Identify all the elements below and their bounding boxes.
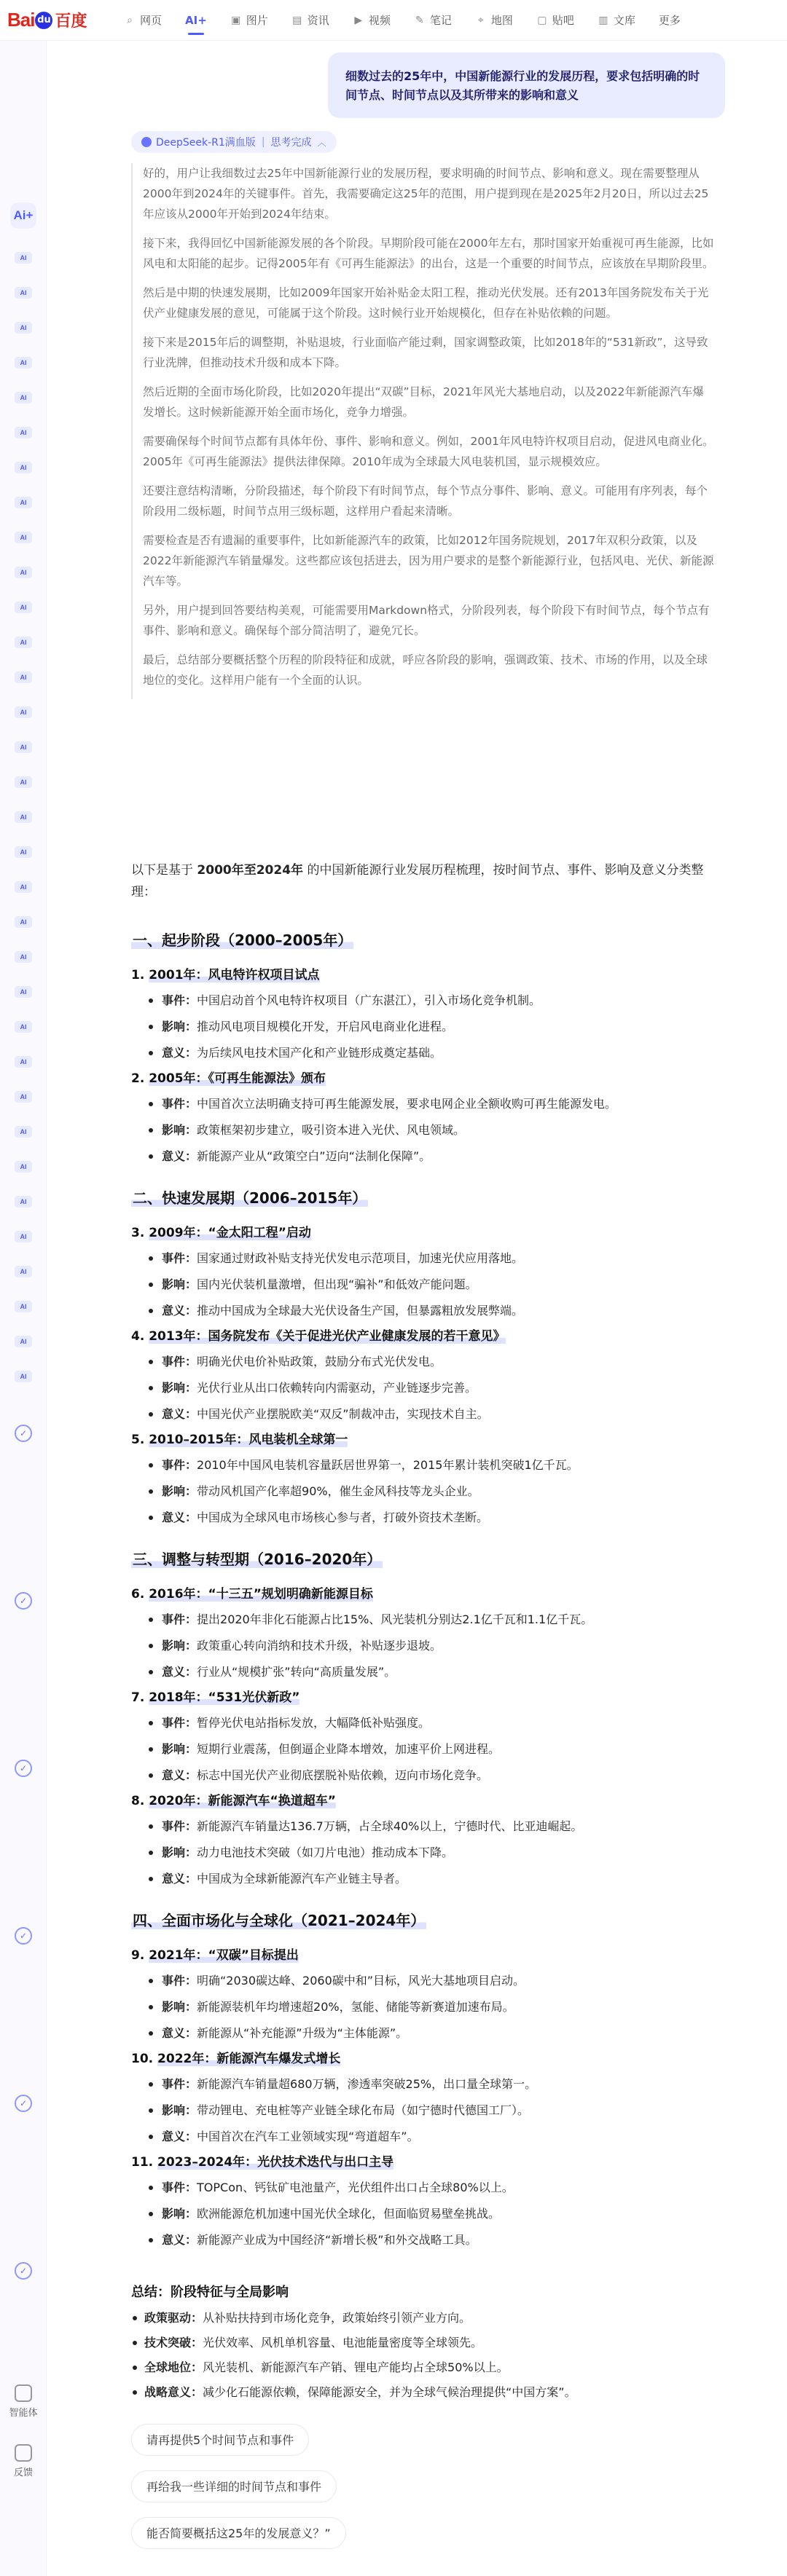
- detail-key: 事件：: [162, 1097, 197, 1111]
- detail-key: 影响：: [162, 1020, 197, 1033]
- detail-value: 国家通过财政补贴支持光伏发电示范项目，加速光伏应用落地。: [197, 1251, 524, 1265]
- tab-more[interactable]: [659, 0, 681, 41]
- detail-key: 意义：: [162, 1665, 197, 1679]
- history-item-icon[interactable]: AI: [15, 776, 32, 788]
- milestone-detail: [131, 1143, 725, 1170]
- detail-value: 标志中国光伏产业彻底摆脱补贴依赖，迈向市场化竞争。: [197, 1768, 489, 1782]
- detail-key: 意义：: [162, 1304, 197, 1317]
- milestone-detail: [131, 2201, 725, 2227]
- milestone-number: 7.: [131, 1690, 149, 1705]
- history-item-icon[interactable]: AI: [15, 706, 32, 718]
- detail-value: 中国启动首个风电特许权项目（广东湛江），引入市场化竞争机制。: [197, 993, 541, 1007]
- detail-key: 意义：: [162, 1046, 197, 1060]
- history-item-icon[interactable]: AI: [15, 951, 32, 963]
- detail-value: 动力电池技术突破（如刀片电池）推动成本下降。: [197, 1846, 454, 1859]
- suggestion-row: [131, 2409, 725, 2456]
- milestone-name: 2023–2024年：光伏技术迭代与出口主导: [157, 2155, 394, 2170]
- timeline-section: [131, 1908, 725, 2269]
- milestone-detail: [131, 1736, 725, 1762]
- image-icon: ▣: [231, 14, 241, 26]
- detail-value: 2010年中国风电装机容量跃居世界第一，2015年累计装机突破1亿千瓦。: [197, 1458, 579, 1472]
- summary-key: 战略意义：: [144, 2385, 203, 2399]
- milestone-detail: [131, 1866, 725, 1892]
- milestone-name: 2010–2015年：风电装机全球第一: [149, 1433, 348, 1447]
- history-item-icon[interactable]: AI: [15, 846, 32, 858]
- history-item-icon[interactable]: AI: [15, 1301, 32, 1312]
- history-check-icon[interactable]: ✓: [15, 2262, 32, 2280]
- milestone-number: 2.: [131, 1071, 149, 1086]
- detail-value: 短期行业震荡，但倒逼企业降本增效，加速平价上网进程。: [197, 1742, 501, 1756]
- section-title-text: 三、调整与转型期（2016–2020年）: [133, 1551, 382, 1568]
- tab-video[interactable]: [353, 0, 391, 41]
- summary-value: 光伏效率、风机单机容量、电池能量密度等全球领先。: [203, 2336, 483, 2349]
- milestone-number: 4.: [131, 1329, 149, 1344]
- tab-label: 更多: [658, 14, 681, 27]
- news-icon: ▤: [292, 14, 302, 26]
- milestone-name: 2021年：“双碳”目标提出: [149, 1948, 299, 1963]
- milestone-number: 5.: [131, 1433, 149, 1447]
- milestone-detail: [131, 988, 725, 1014]
- detail-key: 意义：: [162, 2130, 197, 2143]
- history-item-icon[interactable]: AI: [15, 1126, 32, 1138]
- detail-key: 影响：: [162, 1381, 197, 1395]
- history-item-icon[interactable]: AI: [15, 1091, 32, 1103]
- detail-value: 为后续风电技术国产化和产业链形成奠定基础。: [197, 1046, 442, 1060]
- detail-value: 欧洲能源危机加速中国光伏全球化，但面临贸易壁垒挑战。: [197, 2207, 501, 2221]
- history-item-icon[interactable]: AI: [15, 741, 32, 753]
- milestone-detail: [131, 1478, 725, 1505]
- milestone-name: 2001年：风电特许权项目试点: [149, 968, 320, 982]
- tab-label: AI+: [185, 13, 207, 27]
- top-navigation: [0, 0, 787, 41]
- milestone-name: 2016年：“十三五”规划明确新能源目标: [149, 1587, 373, 1602]
- thinking-status: 思考完成: [270, 137, 312, 149]
- history-item-icon[interactable]: AI: [15, 986, 32, 998]
- summary-value: 风光装机、新能源汽车产销、锂电产能均占全球50%以上。: [203, 2360, 509, 2374]
- summary-title: 总结：阶段特征与全局影响: [131, 2285, 289, 2300]
- history-item-icon[interactable]: AI: [15, 1161, 32, 1173]
- milestone-detail: [131, 1117, 725, 1143]
- agent-label: 智能体: [9, 2408, 38, 2419]
- suggestion-row: [131, 2456, 725, 2502]
- detail-value: 国内光伏装机量激增，但出现“骗补”和低效产能问题。: [197, 1277, 477, 1291]
- thinking-paragraph: 需要检查是否有遗漏的重要事件，比如新能源汽车的政策，比如2012年国务院规划，2017年双积分政策，以及2022年新能源汽车销量爆发。这些都应该包括进去，因为用户要求的是整个新能源行业，包括风电、光伏、新能源汽车等。: [143, 534, 714, 588]
- detail-value: TOPCon、钙钛矿电池量产，光伏组件出口占全球80%以上。: [197, 2181, 514, 2194]
- thinking-paragraph: 然后近期的全面市场化阶段，比如2020年提出“双碳”目标，2021年风光大基地启动，以及2022年新能源汽车爆发增长。这时候新能源开始全面市场化，竞争力增强。: [143, 385, 704, 419]
- milestone-detail: [131, 2175, 725, 2201]
- history-item-icon[interactable]: AI: [15, 671, 32, 683]
- milestone-title: [131, 1066, 725, 1091]
- agent-icon: [15, 2384, 32, 2402]
- detail-key: 事件：: [162, 1251, 197, 1265]
- suggested-question-button[interactable]: 再给我一些详细的时间节点和事件: [131, 2470, 337, 2502]
- timeline-section: [131, 928, 725, 1186]
- milestone-title: [131, 963, 725, 988]
- agent-button[interactable]: [0, 2384, 47, 2419]
- detail-key: 事件：: [162, 993, 197, 1007]
- timeline-section: [131, 1186, 725, 1547]
- milestone-title: [131, 1427, 725, 1452]
- detail-key: 意义：: [162, 1768, 197, 1782]
- milestone-detail: [131, 1272, 725, 1298]
- detail-value: 政策重心转向消纳和技术升级，补贴逐步退坡。: [197, 1639, 442, 1653]
- ai-plus-icon[interactable]: Ai+: [10, 202, 36, 229]
- detail-key: 影响：: [162, 2103, 197, 2117]
- detail-value: 行业从“规模扩张”转向“高质量发展”。: [197, 1665, 396, 1679]
- history-item-icon[interactable]: AI: [15, 322, 32, 334]
- milestone-detail: [131, 1298, 725, 1324]
- deepseek-icon: [141, 137, 152, 147]
- milestone-title: [131, 1582, 725, 1607]
- milestone-detail: [131, 1633, 725, 1659]
- paw-icon: du: [35, 12, 52, 29]
- tab-label: 资讯: [307, 14, 329, 27]
- thinking-paragraph: 最后，总结部分要概括整个历程的阶段特征和成就，呼应各阶段的影响，强调政策、技术、市场的作用，以及全球地位的变化。这样用户能有一个全面的认识。: [143, 653, 708, 687]
- section-gap: [131, 1892, 725, 1908]
- tab-image[interactable]: [230, 0, 268, 41]
- detail-value: 光伏行业从出口依赖转向内需驱动，产业链逐步完善。: [197, 1381, 477, 1395]
- detail-key: 影响：: [162, 1742, 197, 1756]
- detail-key: 影响：: [162, 2207, 197, 2221]
- tab-news[interactable]: [291, 0, 329, 41]
- detail-key: 事件：: [162, 2077, 197, 2091]
- history-item-icon[interactable]: AI: [15, 532, 32, 543]
- history-item-icon[interactable]: AI: [15, 916, 32, 928]
- detail-value: 暂停光伏电站指标发放，大幅降低补贴强度。: [197, 1716, 431, 1730]
- summary-item: [131, 2306, 725, 2331]
- detail-key: 意义：: [162, 1407, 197, 1421]
- summary-key: 全球地位：: [144, 2360, 203, 2374]
- milestone-number: 8.: [131, 1794, 149, 1808]
- chevron-up-icon: ︿: [317, 137, 326, 148]
- section-title-text: 一、起步阶段（2000–2005年）: [133, 931, 353, 949]
- detail-value: 明确光伏电价补贴政策，鼓励分布式光伏发电。: [197, 1355, 442, 1368]
- map-icon: ⌖: [477, 14, 484, 26]
- detail-value: 新能源从“补充能源”升级为“主体能源”。: [197, 2026, 408, 2040]
- milestone-detail: [131, 2227, 725, 2253]
- thinking-paragraph: 接下来，我得回忆中国新能源发展的各个阶段。早期阶段可能在2000年左右，那时国家开始重视可再生能源，比如风电和太阳能的起步。记得2005年有《可再生能源法》的出台，这是一个重要的时间节点，应该放在早期阶段里。: [143, 237, 714, 270]
- milestone-title: [131, 1221, 725, 1245]
- library-icon: ▥: [598, 14, 608, 26]
- milestone-detail: [131, 1968, 725, 1994]
- tab-label: 贴吧: [552, 14, 574, 27]
- milestone-detail: [131, 1040, 725, 1066]
- detail-key: 事件：: [162, 1458, 197, 1472]
- detail-value: 新能源汽车销量超680万辆，渗透率突破25%，出口量全球第一。: [197, 2077, 537, 2091]
- milestone-detail: [131, 1994, 725, 2020]
- tab-label: 视频: [368, 14, 391, 27]
- milestone-name: 2020年：新能源汽车“换道超车”: [149, 1794, 336, 1808]
- detail-value: 提出2020年非化石能源占比15%、风光装机分别达2.1亿千瓦和1.1亿千瓦。: [197, 1612, 593, 1626]
- summary-key: 技术突破：: [144, 2336, 203, 2349]
- note-icon: ✎: [415, 14, 424, 26]
- milestone-name: 2022年：新能源汽车爆发式增长: [157, 2052, 341, 2066]
- milestone-detail: [131, 1762, 725, 1789]
- tab-map[interactable]: [475, 0, 513, 41]
- milestone-detail: [131, 1245, 725, 1272]
- tab-label: 文库: [613, 14, 635, 27]
- tab-ai[interactable]: [185, 0, 207, 41]
- history-item-icon[interactable]: AI: [15, 1231, 32, 1242]
- summary-value: 从补贴扶持到市场化竞争，政策始终引领产业方向。: [203, 2311, 471, 2325]
- thinking-paragraph: 接下来是2015年后的调整期，补贴退坡，行业面临产能过剩，国家调整政策，比如2018年的“531新政”，这导致行业洗牌，但推动技术升级和成本下降。: [143, 336, 708, 369]
- history-item-icon[interactable]: AI: [15, 357, 32, 369]
- milestone-number: 9.: [131, 1948, 149, 1963]
- suggested-question-button[interactable]: 能否简要概括这25年的发展意义？”: [131, 2517, 346, 2549]
- history-item-icon[interactable]: AI: [15, 287, 32, 299]
- history-item-icon[interactable]: AI: [15, 1371, 32, 1382]
- feedback-icon: [15, 2444, 32, 2462]
- section-title: [131, 928, 725, 953]
- milestone-detail: [131, 1091, 725, 1117]
- tab-label: 网页: [140, 14, 163, 27]
- model-name: DeepSeek-R1满血版: [156, 137, 256, 149]
- milestone-number: 11.: [131, 2155, 158, 2170]
- milestone-detail: [131, 1349, 725, 1375]
- thinking-content: [131, 163, 714, 699]
- milestone-name: 2013年：国务院发布《关于促进光伏产业健康发展的若干意见》: [149, 1329, 506, 1344]
- section-title-text: 四、全面市场化与全球化（2021–2024年）: [133, 1912, 426, 1929]
- history-item-icon[interactable]: AI: [15, 497, 32, 508]
- tab-note[interactable]: [414, 0, 452, 41]
- history-item-icon[interactable]: AI: [15, 462, 32, 473]
- thinking-paragraph: 然后是中期的快速发展期，比如2009年国家开始补贴金太阳工程，推动光伏发展。还有2013年国务院发布关于光伏产业健康发展的意见，可能属于这个阶段。这时候行业开始规模化，但存在补贴依赖的问题。: [143, 286, 709, 320]
- milestone-detail: [131, 2124, 725, 2150]
- milestone-detail: [131, 1659, 725, 1685]
- milestone-detail: [131, 1014, 725, 1040]
- milestone-detail: [131, 1813, 725, 1840]
- milestone-title: [131, 2150, 725, 2175]
- detail-value: 新能源装机年均增速超20%，氢能、储能等新赛道加速布局。: [197, 2000, 514, 2014]
- history-check-icon[interactable]: ✓: [15, 1760, 32, 1777]
- video-icon: ▶: [354, 14, 363, 26]
- history-item-icon[interactable]: AI: [15, 881, 32, 893]
- milestone-title: [131, 2047, 725, 2071]
- milestone-number: 6.: [131, 1587, 149, 1602]
- summary-item: [131, 2380, 725, 2405]
- history-item-icon[interactable]: AI: [15, 1336, 32, 1347]
- detail-value: 新能源汽车销量达136.7万辆，占全球40%以上，宁德时代、比亚迪崛起。: [197, 1819, 583, 1833]
- detail-key: 影响：: [162, 2000, 197, 2014]
- milestone-number: 1.: [131, 968, 149, 982]
- history-item-icon[interactable]: AI: [15, 1021, 32, 1033]
- detail-key: 事件：: [162, 1355, 197, 1368]
- detail-value: 带动锂电、充电桩等产业链全球化布局（如宁德时代德国工厂）。: [197, 2103, 530, 2117]
- history-check-icon[interactable]: ✓: [15, 2095, 32, 2112]
- tab-label: 地图: [490, 14, 513, 27]
- answer-content: [131, 859, 725, 2549]
- history-item-icon[interactable]: AI: [15, 567, 32, 578]
- detail-key: 意义：: [162, 1510, 197, 1524]
- suggested-question-button[interactable]: 请再提供5个时间节点和事件: [131, 2424, 309, 2456]
- detail-value: 中国成为全球新能源汽车产业链主导者。: [197, 1872, 407, 1886]
- history-item-icon[interactable]: AI: [15, 637, 32, 648]
- history-item-icon[interactable]: AI: [15, 1266, 32, 1277]
- milestone-detail: [131, 1401, 725, 1427]
- detail-key: 影响：: [162, 1277, 197, 1291]
- milestone-detail: [131, 1375, 725, 1401]
- section-title: [131, 1186, 725, 1210]
- thinking-paragraph: 好的，用户让我细数过去25年中国新能源行业的发展历程，要求明确的时间节点、影响和意义。现在需要整理从2000年到2024年的关键事件。首先，我需要确定这25年的范围，用户提到现在是2025年2月20日，所以过去25年应该从2000年开始到2024年结束。: [143, 167, 709, 221]
- feedback-button[interactable]: [0, 2444, 47, 2478]
- left-sidebar: [0, 41, 47, 2576]
- timeline-section: [131, 1547, 725, 1908]
- detail-value: 明确“2030碳达峰、2060碳中和”目标，风光大基地项目启动。: [197, 1974, 525, 1988]
- suggestion-row: [131, 2502, 725, 2549]
- feedback-label: 反馈: [13, 2467, 33, 2478]
- detail-key: 事件：: [162, 1974, 197, 1988]
- history-item-icon[interactable]: AI: [15, 811, 32, 823]
- summary-value: 减少化石能源依赖，保障能源安全，并为全球气候治理提供“中国方案”。: [203, 2385, 576, 2399]
- detail-value: 中国首次立法明确支持可再生能源发展，要求电网企业全额收购可再生能源发电。: [197, 1097, 617, 1111]
- milestone-number: 10.: [131, 2052, 158, 2066]
- tab-library[interactable]: [598, 0, 635, 41]
- history-item-icon[interactable]: AI: [15, 1056, 32, 1068]
- section-title-text: 二、快速发展期（2006–2015年）: [133, 1189, 367, 1207]
- detail-key: 事件：: [162, 1612, 197, 1626]
- milestone-number: 3.: [131, 1226, 149, 1240]
- detail-value: 新能源产业从“政策空白”迈向“法制化保障”。: [197, 1149, 431, 1163]
- tab-label: 图片: [246, 14, 268, 27]
- thinking-paragraph: 另外，用户提到回答要结构美观，可能需要用Markdown格式，分阶段列表，每个阶段下有时间节点，每个节点有事件、影响和意义。确保每个部分简洁明了，避免冗长。: [143, 604, 710, 637]
- section-title: [131, 1547, 725, 1572]
- detail-value: 推动中国成为全球最大光伏设备生产国，但暴露粗放发展弊端。: [197, 1304, 524, 1317]
- detail-key: 意义：: [162, 2233, 197, 2247]
- detail-value: 新能源产业成为中国经济“新增长极”和外交战略工具。: [197, 2233, 477, 2247]
- detail-key: 事件：: [162, 1819, 197, 1833]
- milestone-detail: [131, 2098, 725, 2124]
- thinking-toggle[interactable]: DeepSeek-R1满血版 | 思考完成 ︿: [131, 131, 337, 153]
- milestone-name: 2009年：“金太阳工程”启动: [149, 1226, 311, 1240]
- detail-key: 意义：: [162, 1872, 197, 1886]
- summary-item: [131, 2331, 725, 2355]
- milestone-detail: [131, 1505, 725, 1531]
- detail-value: 带动风机国产化率超90%，催生金风科技等龙头企业。: [197, 1484, 479, 1498]
- detail-key: 意义：: [162, 2026, 197, 2040]
- detail-value: 中国成为全球风电市场核心参与者，打破外资技术垄断。: [197, 1510, 489, 1524]
- search-tabs: [124, 0, 704, 41]
- detail-key: 事件：: [162, 1716, 197, 1730]
- section-gap: [131, 2253, 725, 2269]
- detail-key: 影响：: [162, 1484, 197, 1498]
- answer-intro: 以下是基于 2000年至2024年 的中国新能源行业发展历程梳理，按时间节点、事件、影响及意义分类整理：: [131, 863, 704, 899]
- thinking-paragraph: 还要注意结构清晰，分阶段描述，每个阶段下有时间节点，每个节点分事件、影响、意义。可能用有序列表，每个阶段用二级标题，时间节点用三级标题，这样用户看起来清晰。: [143, 484, 708, 518]
- tab-search[interactable]: [124, 0, 162, 41]
- section-gap: [131, 1170, 725, 1186]
- milestone-detail: [131, 1607, 725, 1633]
- history-item-icon[interactable]: AI: [15, 392, 32, 403]
- forum-icon: ▢: [537, 14, 547, 26]
- detail-key: 影响：: [162, 1639, 197, 1653]
- history-item-icon[interactable]: AI: [15, 1196, 32, 1208]
- milestone-detail: [131, 1710, 725, 1736]
- milestone-detail: [131, 1840, 725, 1866]
- tab-label: 笔记: [429, 14, 452, 27]
- history-check-icon[interactable]: ✓: [15, 1592, 32, 1610]
- user-question: 细数过去的25年中，中国新能源行业的发展历程，要求包括明确的时间节点、时间节点以及其所带来的影响和意义: [328, 52, 725, 118]
- milestone-title: [131, 1943, 725, 1968]
- detail-key: 影响：: [162, 1123, 197, 1137]
- detail-key: 影响：: [162, 1846, 197, 1859]
- milestone-name: 2005年：《可再生能源法》颁布: [149, 1071, 326, 1086]
- history-item-icon[interactable]: AI: [15, 427, 32, 438]
- tab-forum[interactable]: [536, 0, 574, 41]
- history-item-icon[interactable]: AI: [15, 602, 32, 613]
- summary-key: 政策驱动：: [144, 2311, 203, 2325]
- section-gap: [131, 1531, 725, 1547]
- summary-item: [131, 2355, 725, 2380]
- milestone-detail: [131, 2020, 725, 2047]
- milestone-name: 2018年：“531光伏新政”: [149, 1690, 300, 1705]
- detail-value: 推动风电项目规模化开发，开启风电商业化进程。: [197, 1020, 454, 1033]
- thinking-paragraph: 需要确保每个时间节点都有具体年份、事件、影响和意义。例如，2001年风电特许权项目启动，促进风电商业化。2005年《可再生能源法》提供法律保障。2010年成为全球最大风电装机国，显示规模效应。: [143, 435, 714, 468]
- milestone-title: [131, 1685, 725, 1710]
- detail-value: 政策框架初步建立，吸引资本进入光伏、风电领域。: [197, 1123, 466, 1137]
- milestone-title: [131, 1324, 725, 1349]
- history-item-icon[interactable]: AI: [15, 252, 32, 264]
- history-check-icon[interactable]: ✓: [15, 1425, 32, 1442]
- search-icon: ⌕: [127, 14, 133, 26]
- milestone-title: [131, 1789, 725, 1813]
- detail-key: 事件：: [162, 2181, 197, 2194]
- detail-value: 中国光伏产业摆脱欧美“双反”制裁冲击，实现技术自主。: [197, 1407, 489, 1421]
- milestone-detail: [131, 1452, 725, 1478]
- history-check-icon[interactable]: ✓: [15, 1927, 32, 1945]
- detail-value: 中国首次在汽车工业领域实现“弯道超车”。: [197, 2130, 419, 2143]
- section-title: [131, 1908, 725, 1933]
- baidu-logo[interactable]: Bai du 百度: [7, 9, 87, 31]
- milestone-detail: [131, 2071, 725, 2098]
- detail-key: 意义：: [162, 1149, 197, 1163]
